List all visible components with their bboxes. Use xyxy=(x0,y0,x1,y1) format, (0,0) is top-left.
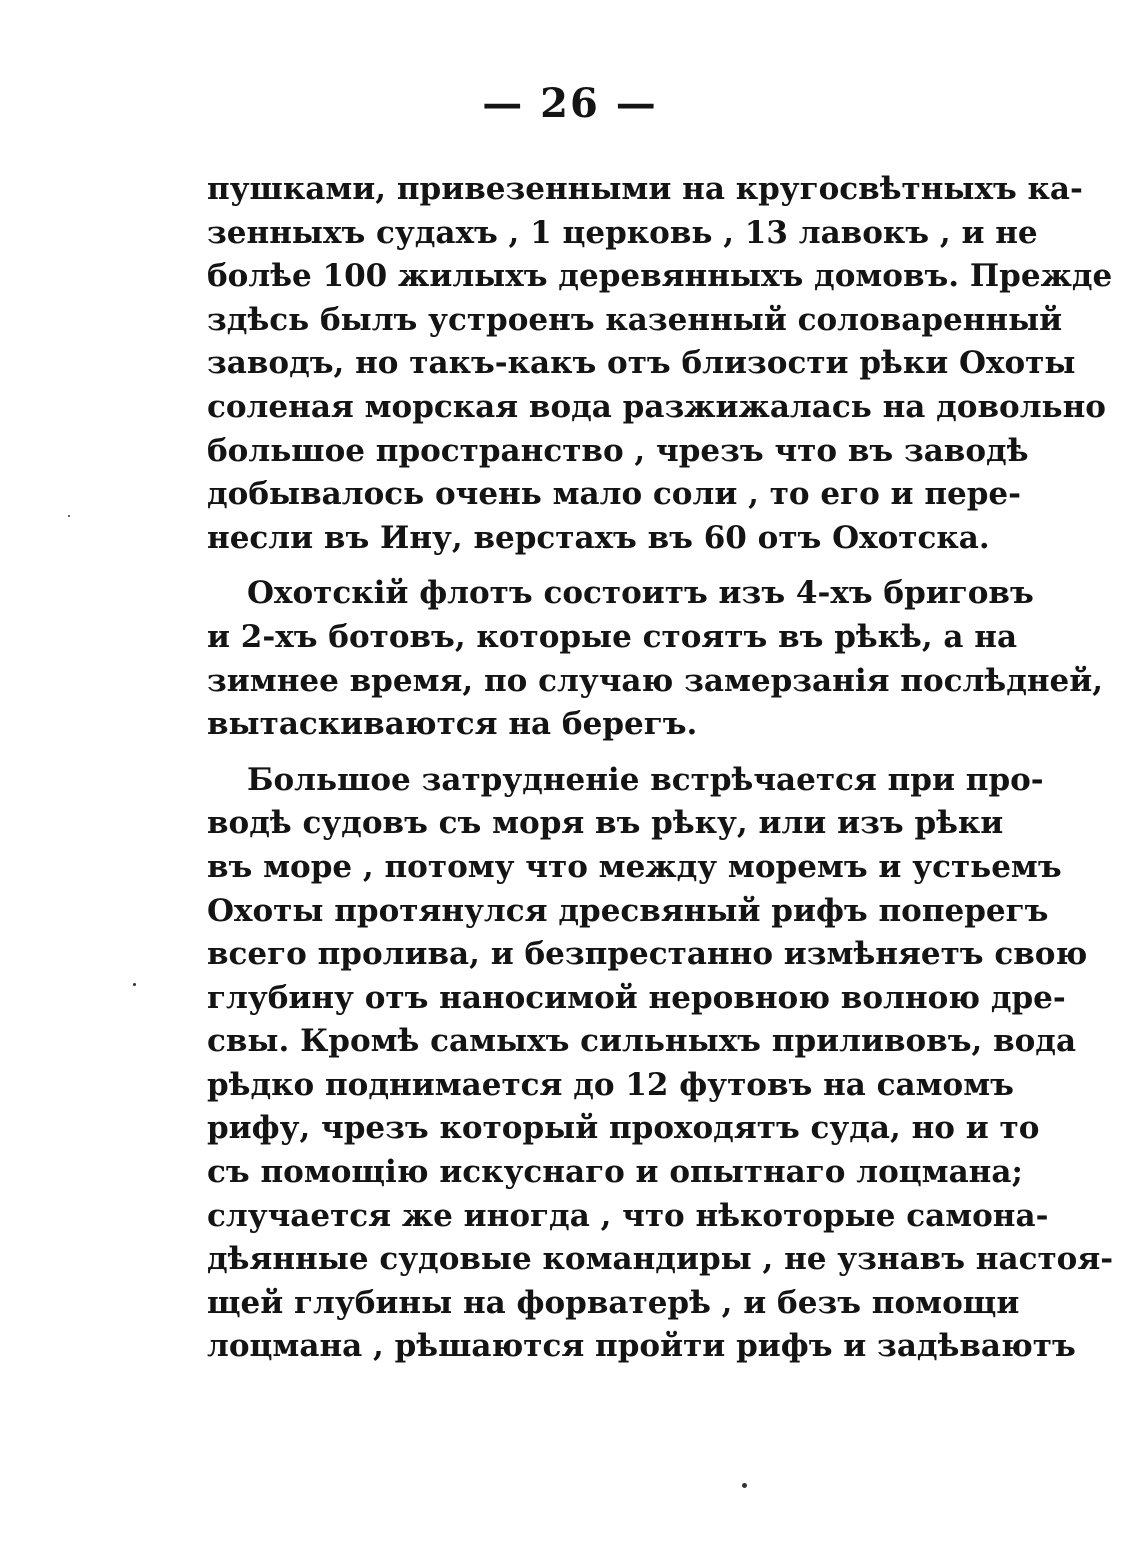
text-line: вытаскиваются на берегъ. xyxy=(207,706,698,743)
text-line: въ море , потому что между моремъ и устьемъ xyxy=(207,848,1062,885)
text-line: рифу, чрезъ который проходятъ суда, но и то xyxy=(207,1110,1040,1147)
text-line: съ помощію искуснаго и опытнаго лоцмана; xyxy=(207,1154,1023,1191)
text-line: дѣянные судовые командиры , не узнавъ настоя- xyxy=(207,1241,1114,1278)
text-line: и 2-хъ ботовъ, которые стоятъ въ рѣкѣ, а на xyxy=(207,618,1018,655)
scan-speck xyxy=(133,983,136,986)
page-number: — 26 — xyxy=(482,80,658,127)
text-line: заводъ, но такъ-какъ отъ близости рѣки Охоты xyxy=(207,345,1076,382)
text-line: Охотскій флотъ состоитъ изъ 4-хъ бриговъ xyxy=(247,575,1034,612)
text-line: щей глубины на форватерѣ , и безъ помощи xyxy=(207,1284,1020,1321)
text-line: зимнее время, по случаю замерзанія послѣдней, xyxy=(207,662,1104,699)
text-line: лоцмана , рѣшаются пройти рифъ и задѣваютъ xyxy=(207,1328,1076,1365)
text-line: рѣдко поднимается до 12 футовъ на самомъ xyxy=(207,1066,1014,1103)
body-text xyxy=(207,168,1114,1369)
text-line: Охоты протянулся дресвяный рифъ поперегъ xyxy=(207,892,1049,929)
text-line: глубину отъ наносимой неровною волною дре- xyxy=(207,979,1066,1016)
text-line: болѣе 100 жилыхъ деревянныхъ домовъ. Прежде xyxy=(207,258,1113,295)
text-line: несли въ Ину, верстахъ въ 60 отъ Охотска. xyxy=(207,519,990,556)
paragraph xyxy=(207,168,1113,560)
paragraph xyxy=(207,572,1104,746)
text-line: свы. Кромѣ самыхъ сильныхъ приливовъ, вода xyxy=(207,1023,1077,1060)
text-line: здѣсь былъ устроенъ казенный соловаренный xyxy=(207,301,1063,338)
text-line: зенныхъ судахъ , 1 церковь , 13 лавокъ , и не xyxy=(207,214,1038,251)
text-line: соленая морская вода разжижалась на довольно xyxy=(207,388,1106,425)
scan-speck xyxy=(68,515,70,517)
text-line: пушками, привезенными на кругосвѣтныхъ ка- xyxy=(207,171,1083,207)
paragraph xyxy=(207,759,1114,1369)
text-line: добывалось очень мало соли , то его и пере- xyxy=(207,476,1022,513)
scan-speck xyxy=(742,1483,747,1488)
text-line: Большое затрудненіе встрѣчается при про- xyxy=(247,761,1044,798)
text-line: случается же иногда , что нѣкоторые самона- xyxy=(207,1197,1049,1234)
text-line: большое пространство , чрезъ что въ заводѣ xyxy=(207,432,1029,469)
text-line: водѣ судовъ съ моря въ рѣку, или изъ рѣки xyxy=(207,805,1004,842)
text-line: всего пролива, и безпрестанно измѣняетъ свою xyxy=(207,936,1088,973)
